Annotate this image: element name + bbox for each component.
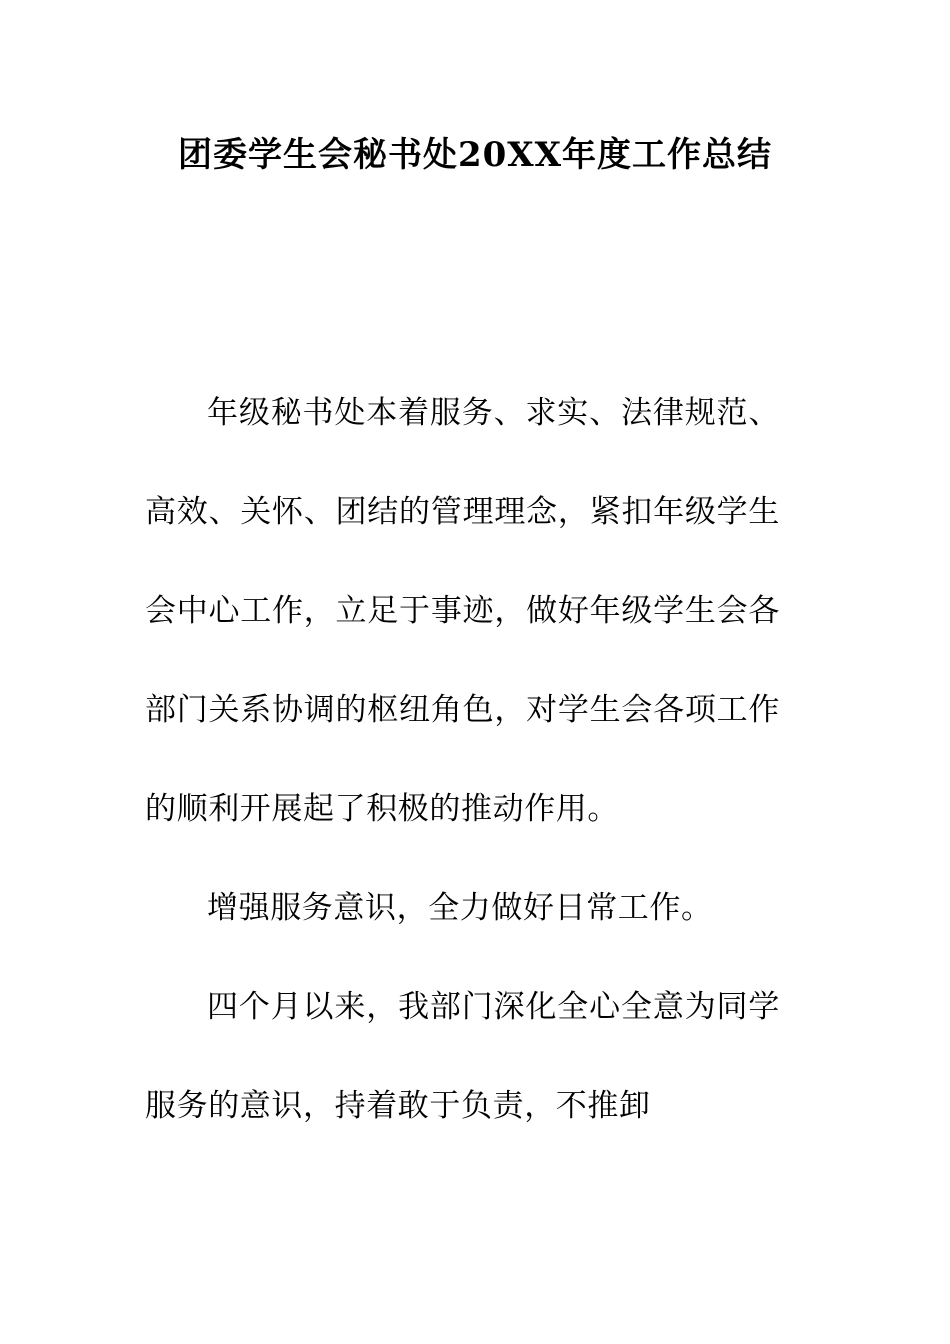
paragraph-heading-service: 增强服务意识，全力做好日常工作。 xyxy=(207,890,713,926)
document-body xyxy=(145,364,780,1156)
document-title: 团委学生会秘书处20XX年度工作总结 xyxy=(177,135,773,175)
paragraph-four-months: 四个月以来，我部门深化全心全意为同学服务的意识，持着敢于负责，不推卸 xyxy=(145,989,780,1124)
paragraph-intro: 年级秘书处本着服务、求实、法律规范、高效、关怀、团结的管理理念，紧扣年级学生会中心工作，立足于事迹，做好年级学生会各部门关系协调的枢纽角色，对学生会各项工作的顺利开展起了积极的推动作用。 xyxy=(145,395,780,827)
